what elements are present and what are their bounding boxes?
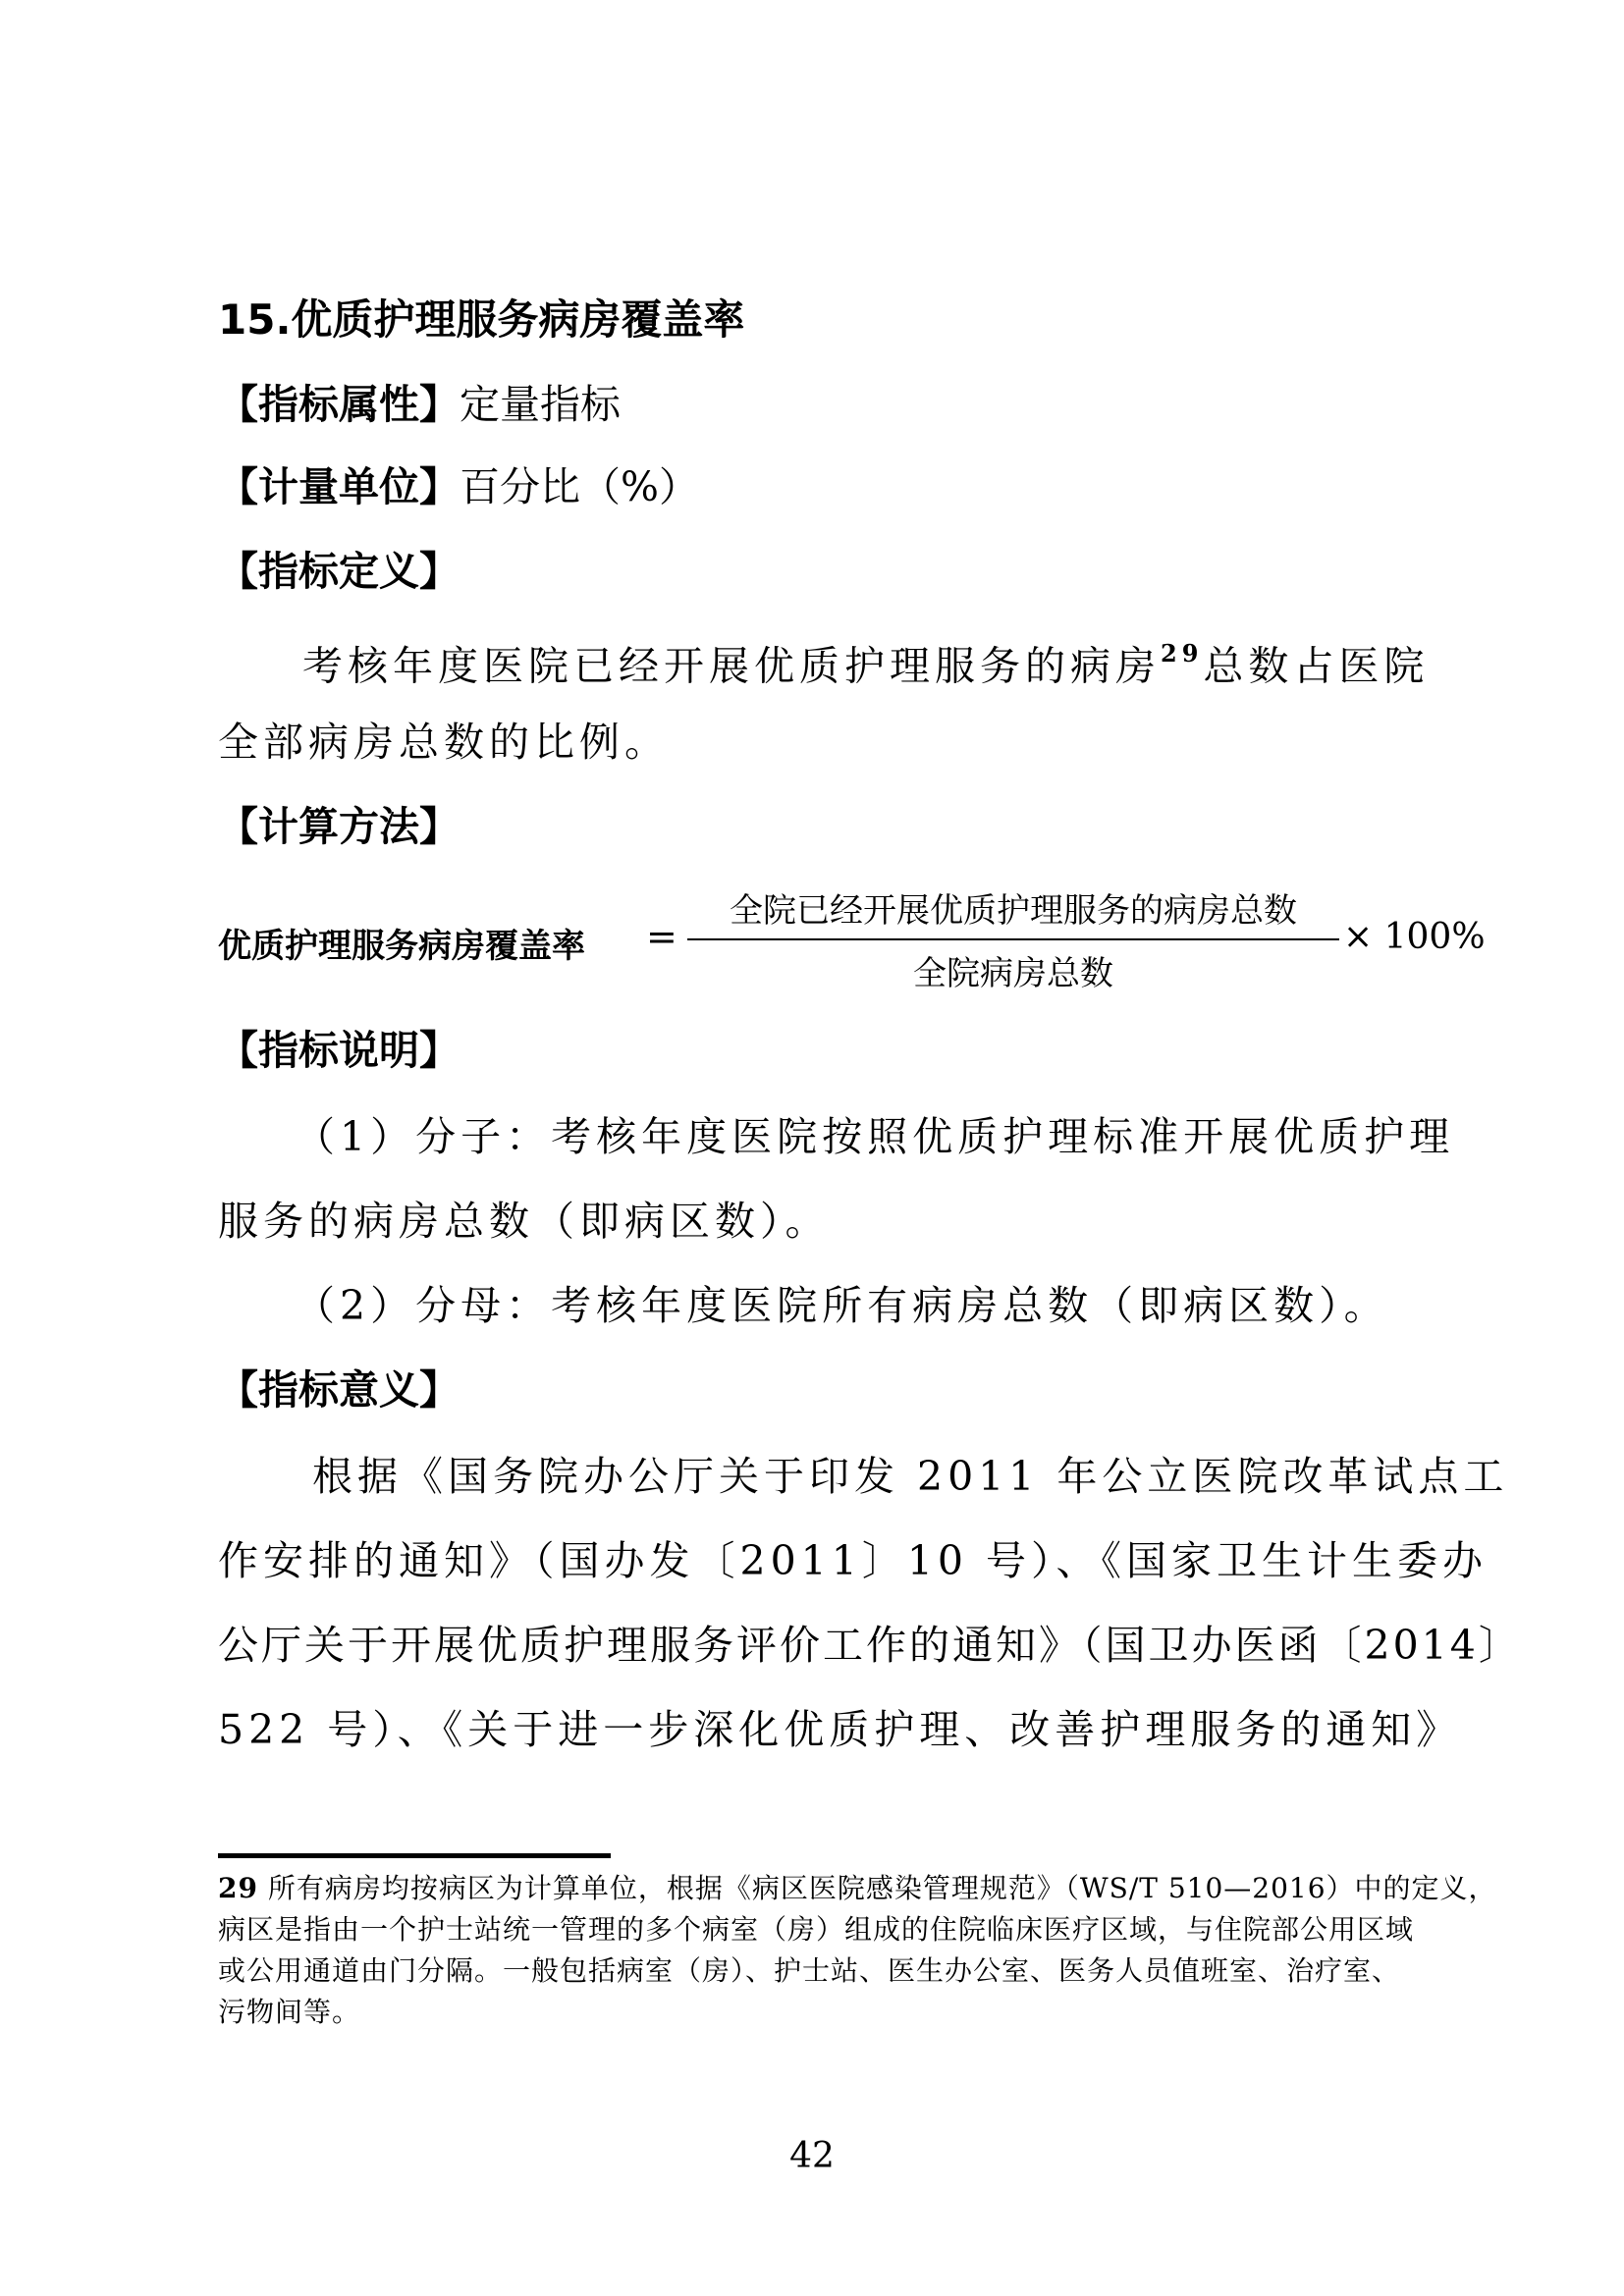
coverage-formula bbox=[218, 883, 1494, 1001]
unit-label: 【计量单位】 bbox=[218, 463, 460, 510]
footnote-line-2: 病区是指由一个护士站统一管理的多个病室（房）组成的住院临床医疗区域，与住院部公用区域 bbox=[218, 1913, 1415, 1946]
footnote-divider bbox=[218, 1853, 611, 1858]
unit-row bbox=[218, 457, 699, 516]
attribute-value: 定量指标 bbox=[460, 381, 621, 428]
explanation-item-1-line-2: 服务的病房总数（即病区数）。 bbox=[218, 1198, 831, 1245]
footnote-number: 29 bbox=[218, 1872, 258, 1904]
significance-label: 【指标意义】 bbox=[218, 1366, 460, 1414]
footnote-text-1: 所有病房均按病区为计算单位，根据《病区医院感染管理规范》（WS/T 510—2016）中的定义， bbox=[267, 1872, 1497, 1904]
footnote-line-3: 或公用通道由门分隔。一般包括病室（房）、护士站、医生办公室、医务人员值班室、治疗室、 bbox=[218, 1954, 1401, 1987]
significance-line-4: 522 号）、《关于进一步深化优质护理、改善护理服务的通知》 bbox=[218, 1706, 1462, 1753]
footnote-line-1 bbox=[218, 1869, 1497, 1908]
footnote-ref: 29 bbox=[1161, 639, 1204, 667]
formula-numerator: 全院已经开展优质护理服务的病房总数 bbox=[730, 891, 1297, 931]
definition-text-b: 总数占医院 bbox=[1203, 642, 1430, 690]
formula-denominator: 全院病房总数 bbox=[913, 954, 1113, 993]
definition-label: 【指标定义】 bbox=[218, 548, 460, 595]
significance-line-2: 作安排的通知》（国办发〔2011〕10 号）、《国家卫生计生委办 bbox=[218, 1537, 1489, 1584]
footnote-line-4: 污物间等。 bbox=[218, 1996, 361, 2028]
fraction-bar bbox=[687, 938, 1339, 940]
formula-lhs: 优质护理服务病房覆盖率 bbox=[218, 927, 585, 966]
page-number: 42 bbox=[789, 2136, 835, 2176]
definition-line-1 bbox=[302, 628, 1429, 696]
significance-line-3: 公厅关于开展优质护理服务评价工作的通知》（国卫办医函〔2014〕 bbox=[218, 1622, 1522, 1669]
formula-multiplier: × 100% bbox=[1343, 917, 1486, 957]
definition-text-a: 考核年度医院已经开展优质护理服务的病房 bbox=[302, 642, 1161, 690]
definition-line-2: 全部病房总数的比例。 bbox=[218, 719, 670, 766]
significance-line-1: 根据《国务院办公厅关于印发 2011 年公立医院改革试点工 bbox=[312, 1453, 1509, 1500]
explanation-item-1-line-1: （1）分子：考核年度医院按照优质护理标准开展优质护理 bbox=[295, 1113, 1455, 1160]
unit-value: 百分比（%） bbox=[460, 463, 699, 510]
section-heading: 15.优质护理服务病房覆盖率 bbox=[218, 295, 745, 344]
attribute-label: 【指标属性】 bbox=[218, 381, 460, 428]
method-label: 【计算方法】 bbox=[218, 803, 460, 850]
attribute-row bbox=[218, 375, 621, 434]
explanation-label: 【指标说明】 bbox=[218, 1027, 460, 1074]
explanation-item-2: （2）分母：考核年度医院所有病房总数（即病区数）。 bbox=[295, 1282, 1389, 1329]
formula-equals: = bbox=[646, 915, 677, 958]
